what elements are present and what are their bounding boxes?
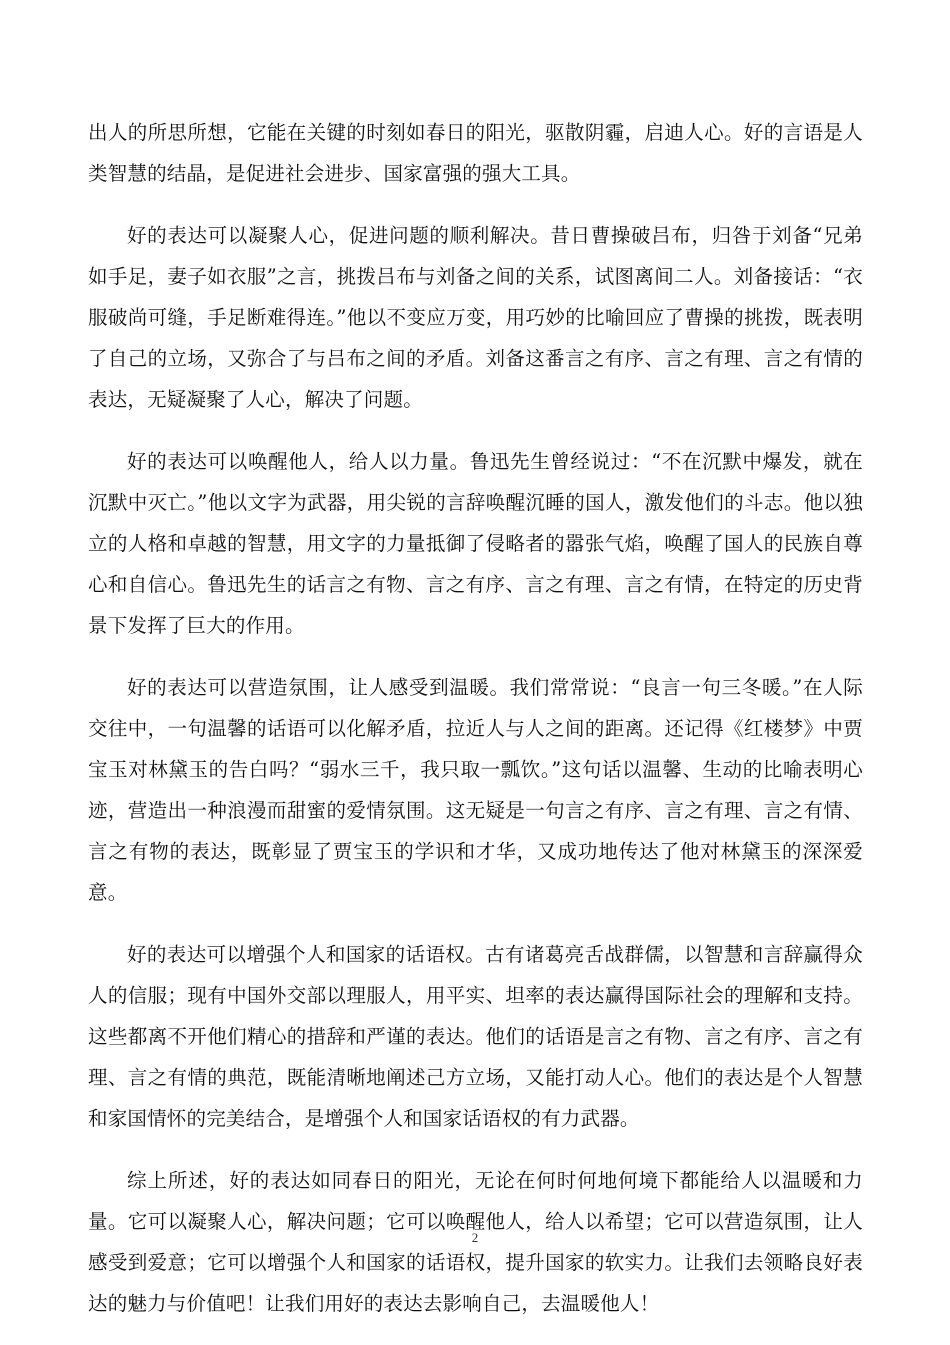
paragraph-continued-intro: 出人的所思所想，它能在关键的时刻如春日的阳光，驱散阴霾，启迪人心。好的言语是人类智慧的结晶，是促进社会进步、国家富强的强大工具。 <box>88 121 863 185</box>
paragraph-unite-hearts: 好的表达可以凝聚人心，促进问题的顺利解决。昔日曹操破吕布，归咎于刘备“兄弟如手足，妻子如衣服”之言，挑拨吕布与刘备之间的关系，试图离间二人。刘备接话：“衣服破尚可缝，手足断难得连。”他以不变应万变，用巧妙的比喻回应了曹操的挑拨，既表明了自己的立场，又弥合了与吕布之间的矛盾。刘备这番言之有序、言之有理、言之有情的表达，无疑凝聚了人心，解决了问题。 <box>88 224 863 411</box>
page-number: 2 <box>471 1230 479 1245</box>
paragraph-conclusion: 综上所述，好的表达如同春日的阳光，无论在何时何地何境下都能给人以温暖和力量。它可以凝聚人心，解决问题；它可以唤醒他人，给人以希望；它可以营造氛围，让人感受到爱意；它可以增强个人和国家的话语权，提升国家的软实力。让我们去领略良好表达的魅力与价值吧！让我们用好的表达去影响自己，去温暖他人！ <box>88 1169 863 1315</box>
paragraph-discourse-power: 好的表达可以增强个人和国家的话语权。古有诸葛亮舌战群儒，以智慧和言辞赢得众人的信服；现有中国外交部以理服人，用平实、坦率的表达赢得国际社会的理解和支持。这些都离不开他们精心的措辞和严谨的表达。他们的话语是言之有物、言之有序、言之有理、言之有情的典范，既能清晰地阐述己方立场，又能打动人心。他们的表达是个人智慧和家国情怀的完美结合，是增强个人和国家话语权的有力武器。 <box>88 943 863 1130</box>
essay-body <box>88 112 863 1345</box>
paragraph-awaken-others: 好的表达可以唤醒他人，给人以力量。鲁迅先生曾经说过：“不在沉默中爆发，就在沉默中灭亡。”他以文字为武器，用尖锐的言辞唤醒沉睡的国人，激发他们的斗志。他以独立的人格和卓越的智慧，用文字的力量抵御了侵略者的嚣张气焰，唤醒了国人的民族自尊心和自信心。鲁迅先生的话言之有物、言之有序、言之有理、言之有情，在特定的历史背景下发挥了巨大的作用。 <box>88 450 863 637</box>
paragraph-create-atmosphere: 好的表达可以营造氛围，让人感受到温暖。我们常常说：“良言一句三冬暖。”在人际交往中，一句温馨的话语可以化解矛盾，拉近人与人之间的距离。还记得《红楼梦》中贾宝玉对林黛玉的告白吗？“弱水三千，我只取一瓢饮。”这句话以温馨、生动的比喻表明心迹，营造出一种浪漫而甜蜜的爱情氛围。这无疑是一句言之有序、言之有理、言之有情、言之有物的表达，既彰显了贾宝玉的学识和才华，又成功地传达了他对林黛玉的深深爱意。 <box>88 676 863 904</box>
